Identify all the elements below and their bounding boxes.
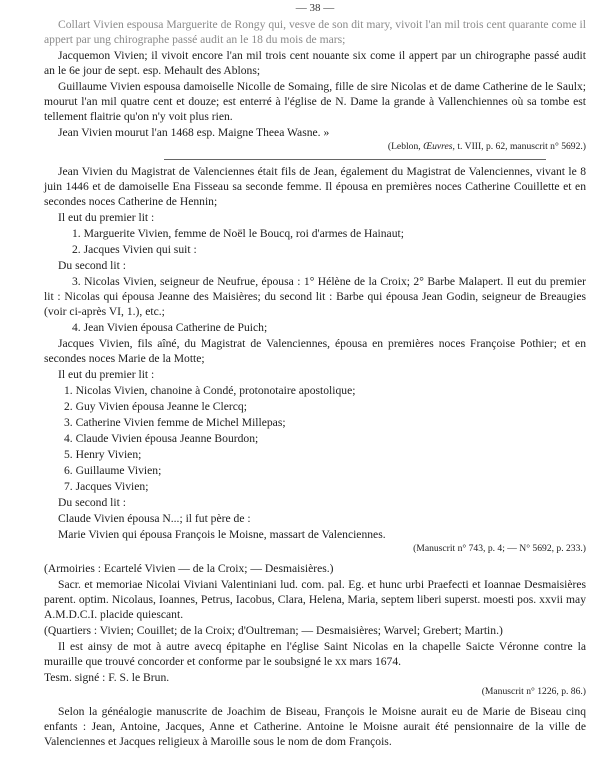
armoiries-line: (Armoiries : Ecartelé Vivien — de la Croix; — Desmaisières.)	[44, 562, 334, 575]
list-item: 2. Jacques Vivien qui suit :	[72, 243, 197, 256]
intro-paragraph: Guillaume Vivien espousa damoiselle Nicolle de Somaing, fille de sire Nicolas et de dame Catherine de le Saulx; mourut l'an mil quatre cent et douze; est enterré à l'église de N. Dame la grande à Vallenchiennes où sa tombe est tellement flaitrie qu'on n'y voit plus rien.	[44, 80, 586, 123]
list-item: 3. Nicolas Vivien, seigneur de Neufrue, épousa : 1° Hélène de la Croix; 2° Barbe Malapert. Il eut du premier lit : Nicolas qui épousa Jeanne des Maisières; du second lit : Barbe qui épousa Jean Godin, seigneur de Breaugies (voir ci-après VI, 1.), etc.;	[44, 275, 586, 318]
list-item: 4. Jean Vivien épousa Catherine de Puich;	[72, 321, 268, 334]
list-item: 1. Nicolas Vivien, chanoine à Condé, protonotaire apostolique;	[64, 384, 356, 397]
jacques-first-bed-label: Il eut du premier lit :	[58, 368, 155, 381]
jacques-paragraph: Jacques Vivien, fils aîné, du Magistrat de Valenciennes, épousa en premières noces Françoise Pothier; et en secondes noces Marie de la Motte;	[44, 337, 586, 365]
citation-manuscript: (Manuscrit n° 743, p. 4; — N° 5692, p. 233.)	[413, 543, 586, 554]
list-item: 3. Catherine Vivien femme de Michel Millepas;	[64, 416, 286, 429]
main-paragraph: Jean Vivien du Magistrat de Valenciennes était fils de Jean, également du Magistrat de Valenciennes, vivant le 8 juin 1446 et de damoiselle Ena Fisseau sa seconde femme. Il épousa en premières noces Catherine Couillette et en secondes noces Catherine de Hennin;	[44, 165, 586, 208]
citation-manuscript-1226: (Manuscrit n° 1226, p. 86.)	[481, 686, 586, 697]
intro-faded-paragraph: Collart Vivien espousa Marguerite de Rongy qui, vesve de son dit mary, vivoit l'an mil trois cent quarante come il appert par ung chirographe passé audit an le 18 du mois de mars;	[44, 18, 586, 46]
list-item: 1. Marguerite Vivien, femme de Noël le Boucq, roi d'armes de Hainaut;	[72, 227, 404, 240]
second-bed-label: Du second lit :	[58, 259, 126, 272]
divider	[164, 159, 546, 160]
list-item: 2. Guy Vivien épousa Jeanne le Clercq;	[64, 400, 247, 413]
claude-line: Claude Vivien épousa N...; il fut père de :	[58, 512, 251, 525]
list-item: 5. Henry Vivien;	[64, 448, 142, 461]
citation-author: (Leblon,	[387, 141, 421, 152]
list-item: 6. Guillaume Vivien;	[64, 464, 162, 477]
quartiers-paragraph: (Quartiers : Vivien; Couillet; de la Croix; d'Oultreman; — Desmaisières; Warvel; Grebert; Martin.)	[44, 624, 503, 637]
epitaph-paragraph: Il est ainsy de mot à autre avecq épitaphe en l'église Saint Nicolas en la chapelle Saicte Véronne contre la muraille que trouvé concorder et conforme par le soubsigné le xx mars 1674.	[44, 640, 586, 668]
final-paragraph: Selon la généalogie manuscrite de Joachim de Biseau, François le Moisne aurait eu de Marie de Biseau cinq enfants : Jean, Antoine, Jacques, Anne et Catherine. Antoine le Moisne aurait été pensionnaire de la ville de Valenciennes et Jacques religieux à Maroille sous le nom de dom François.	[44, 705, 586, 748]
page-number: — 38 —	[295, 2, 335, 14]
list-item: 4. Claude Vivien épousa Jeanne Bourdon;	[64, 432, 259, 445]
first-bed-label: Il eut du premier lit :	[58, 211, 155, 224]
citation-leblon	[44, 141, 586, 153]
marie-line: Marie Vivien qui épousa François le Moisne, massart de Valenciennes.	[58, 528, 386, 541]
jacques-second-bed-label: Du second lit :	[58, 496, 126, 509]
citation-work: Œuvres,	[423, 141, 455, 152]
signature-line: Tesm. signé : F. S. le Brun.	[44, 671, 170, 684]
citation-rest: t. VIII, p. 62, manuscrit n° 5692.)	[457, 141, 586, 152]
intro-paragraph: Jean Vivien mourut l'an 1468 esp. Maigne Theea Wasne. »	[58, 126, 330, 139]
list-item: 7. Jacques Vivien;	[64, 480, 149, 493]
latin-paragraph: Sacr. et memoriae Nicolai Viviani Valentiniani lud. com. pal. Eg. et hunc urbi Praefecti et Ioannae Desmaisières parent. optim. Nicolaus, Ioannes, Petrus, Iacobus, Clara, Helena, Maria, septem liberi superst. moesti pos. xxvii may A.M.D.C.I. placide quiescant.	[44, 578, 586, 621]
intro-paragraph: Jacquemon Vivien; il vivoit encore l'an mil trois cent nouante six come il appert par un chirographe passé audit an le 6e jour de sept. esp. Mehault des Ablons;	[44, 49, 586, 77]
